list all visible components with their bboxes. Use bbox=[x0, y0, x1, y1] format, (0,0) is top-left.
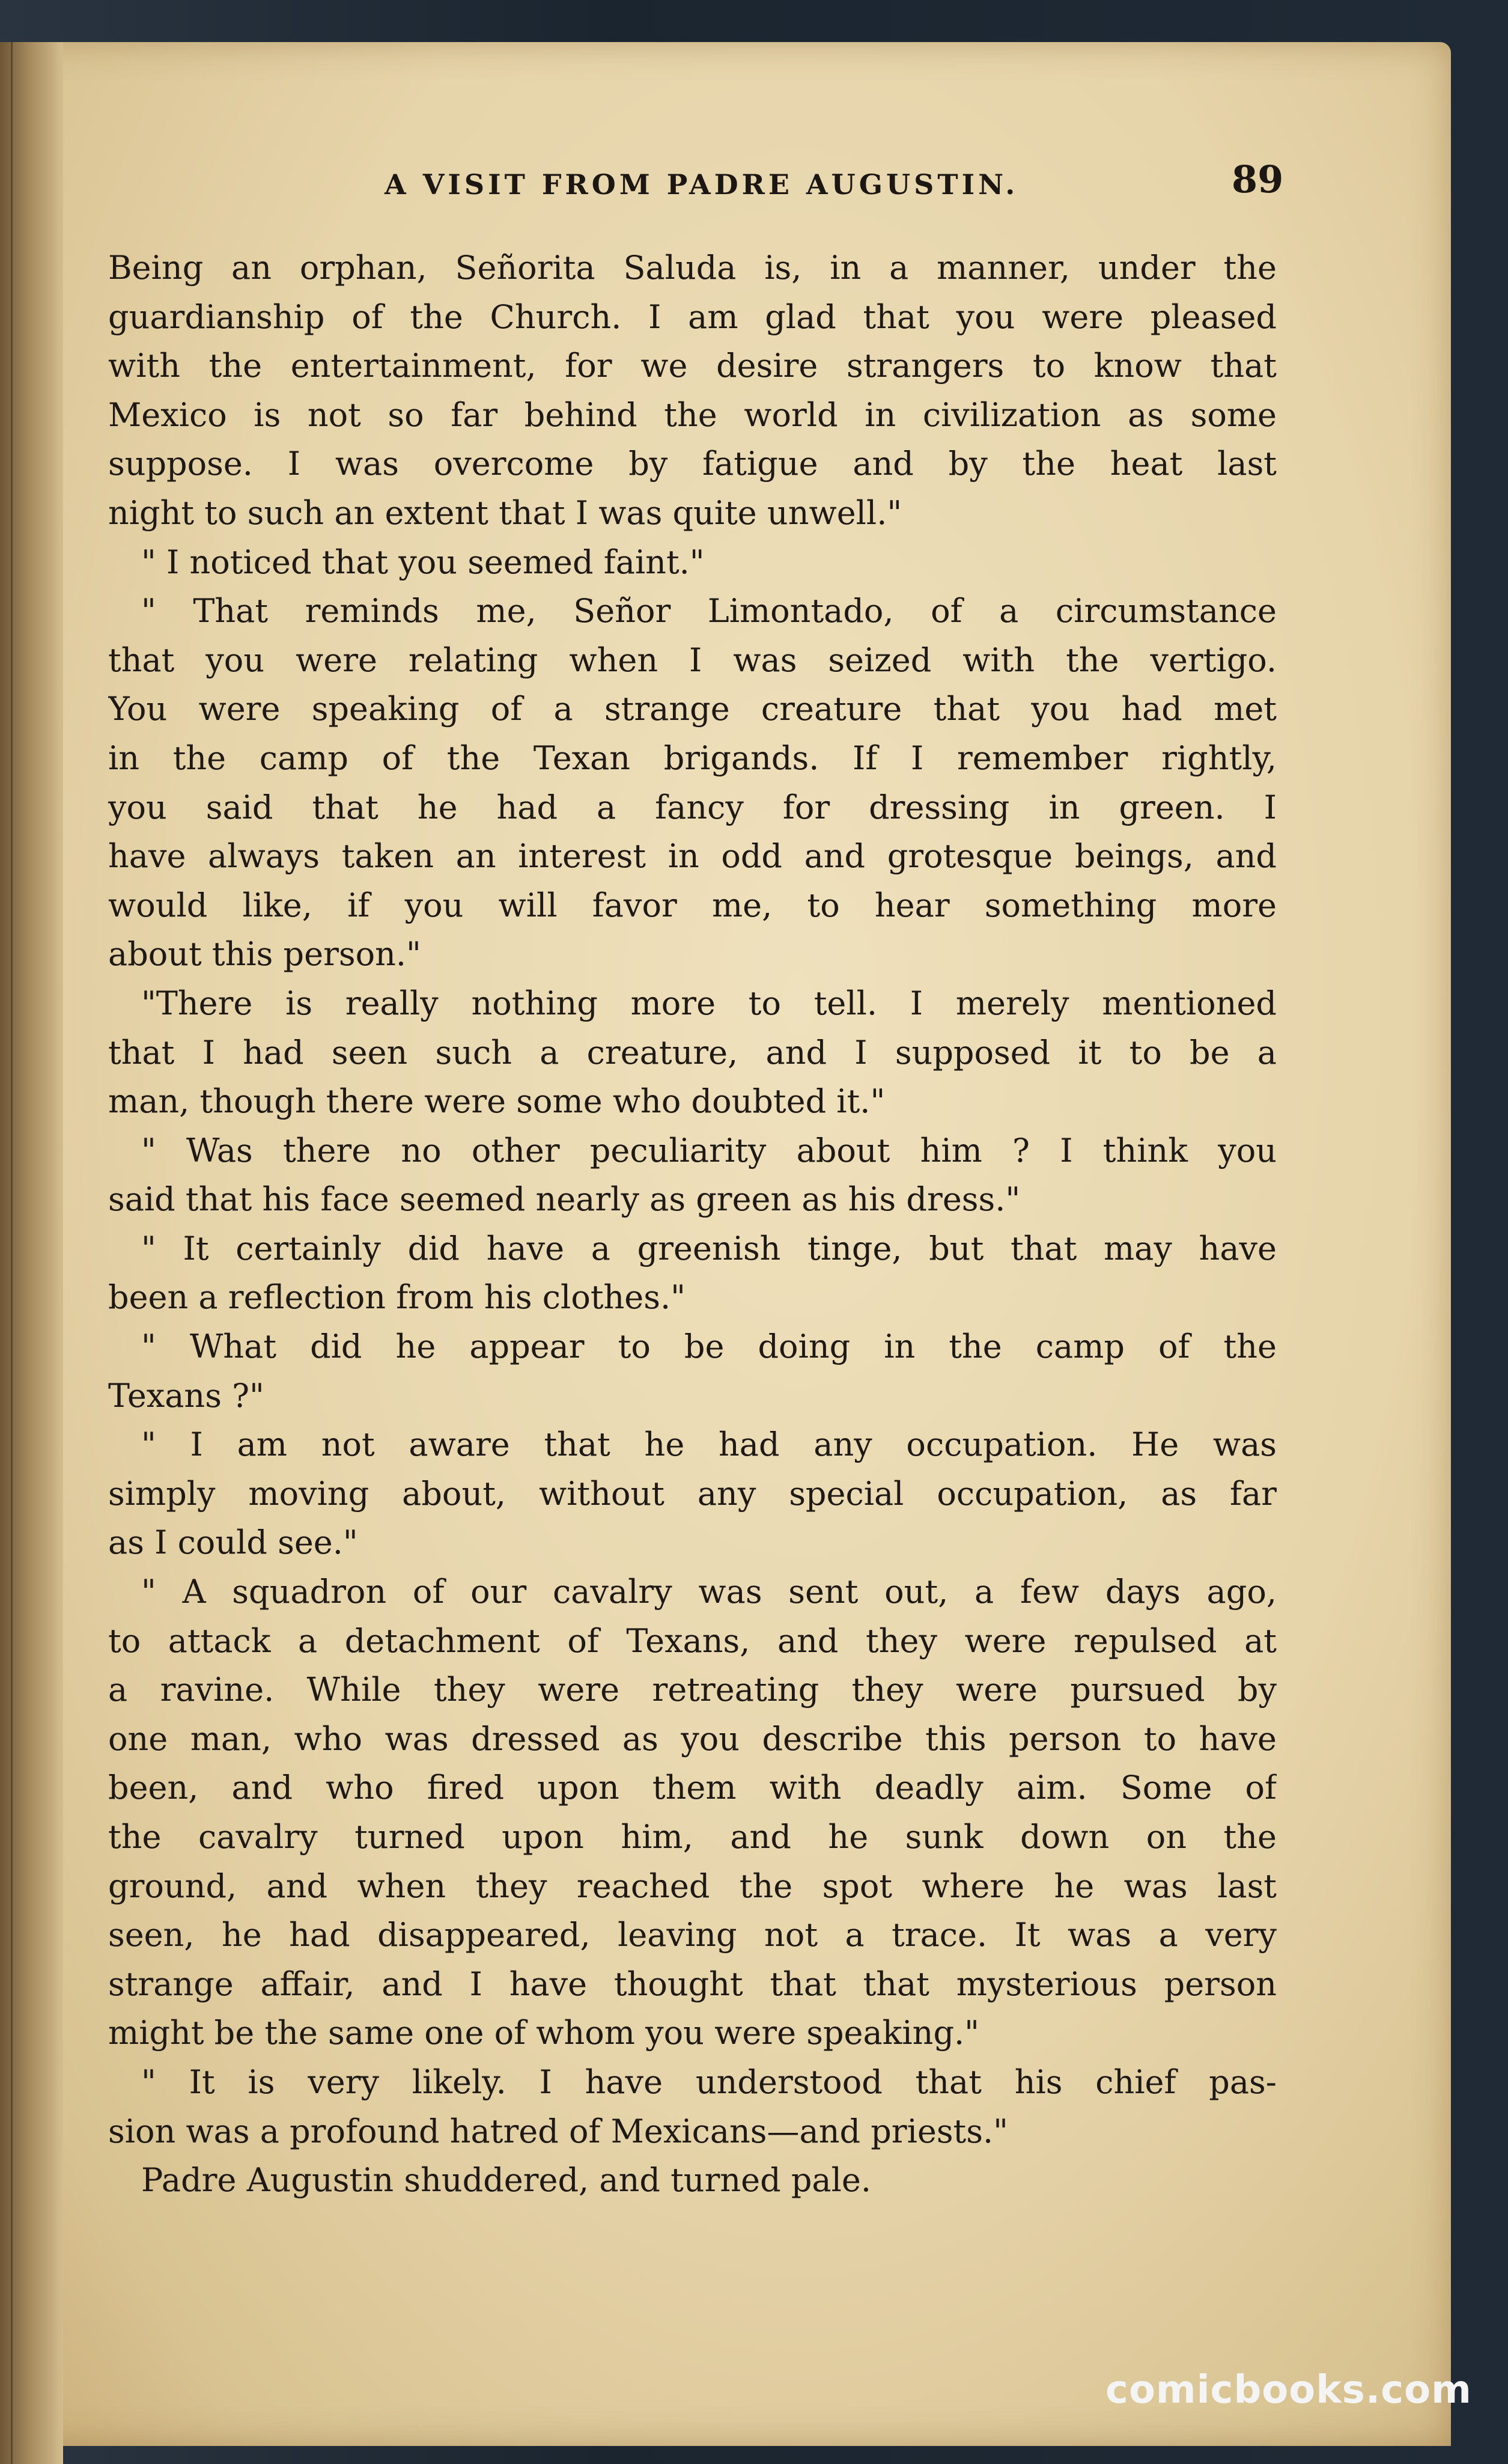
text-line: as I could see." bbox=[108, 1523, 358, 1562]
text-line: with the entertainment, for we desire strangers to know that bbox=[108, 347, 1277, 385]
text-line: that you were relating when I was seized with the vertigo. bbox=[108, 641, 1277, 679]
text-line: might be the same one of whom you were speaking." bbox=[108, 2014, 980, 2052]
running-title: A VISIT FROM PADRE AUGUSTIN. bbox=[385, 168, 1019, 201]
text-line: night to such an extent that I was quite unwell." bbox=[108, 493, 902, 532]
text-line: that I had seen such a creature, and I supposed it to be a bbox=[108, 1033, 1277, 1072]
watermark: comicbooks.com bbox=[1105, 2368, 1472, 2412]
text-line: to attack a detachment of Texans, and they were repulsed at bbox=[108, 1621, 1277, 1660]
text-line: " It certainly did have a greenish tinge, but that may have bbox=[141, 1229, 1277, 1267]
text-line: the cavalry turned upon him, and he sunk down on the bbox=[108, 1818, 1277, 1856]
text-line: strange affair, and I have thought that that mysterious person bbox=[108, 1965, 1277, 2003]
text-line: " That reminds me, Señor Limontado, of a circumstance bbox=[141, 592, 1277, 630]
text-line: "There is really nothing more to tell. I merely mentioned bbox=[141, 984, 1277, 1022]
text-line: Padre Augustin shuddered, and turned pale. bbox=[141, 2161, 871, 2200]
text-line: guardianship of the Church. I am glad that you were pleased bbox=[108, 297, 1277, 336]
text-line: Being an orphan, Señorita Saluda is, in a manner, under the bbox=[108, 249, 1277, 287]
text-line: would like, if you will favor me, to hear something more bbox=[108, 886, 1277, 924]
text-line: " It is very likely. I have understood that his chief pas- bbox=[141, 2063, 1277, 2101]
text-line: " A squadron of our cavalry was sent out, a few days ago, bbox=[141, 1573, 1277, 1611]
text-line: seen, he had disappeared, leaving not a trace. It was a very bbox=[108, 1916, 1277, 1954]
page-number: 89 bbox=[1232, 157, 1284, 201]
text-line: in the camp of the Texan brigands. If I remember rightly, bbox=[108, 739, 1277, 777]
text-line: a ravine. While they were retreating they were pursued by bbox=[108, 1671, 1277, 1709]
text-line: have always taken an interest in odd and grotesque beings, and bbox=[108, 837, 1277, 876]
text-line: one man, who was dressed as you describe this person to have bbox=[108, 1719, 1277, 1758]
binding-edge bbox=[11, 42, 13, 2464]
text-line: been, and who fired upon them with deadly aim. Some of bbox=[108, 1769, 1277, 1807]
text-line: simply moving about, without any special occupation, as far bbox=[108, 1474, 1277, 1513]
text-line: said that his face seemed nearly as green as his dress." bbox=[108, 1180, 1021, 1219]
text-line: Texans ?" bbox=[108, 1376, 264, 1415]
text-line: " Was there no other peculiarity about him ? I think you bbox=[141, 1131, 1277, 1169]
page-gutter bbox=[0, 42, 63, 2464]
text-line: you said that he had a fancy for dressing in green. I bbox=[108, 788, 1277, 826]
text-line: man, though there were some who doubted it." bbox=[108, 1082, 886, 1121]
text-line: about this person." bbox=[108, 935, 421, 974]
text-line: sion was a profound hatred of Mexicans—and priests." bbox=[108, 2112, 1008, 2150]
text-line: " I am not aware that he had any occupation. He was bbox=[141, 1426, 1277, 1464]
text-line: suppose. I was overcome by fatigue and by the heat last bbox=[108, 445, 1277, 483]
text-line: You were speaking of a strange creature that you had met bbox=[108, 690, 1277, 728]
text-line: " I noticed that you seemed faint." bbox=[141, 543, 705, 581]
text-line: Mexico is not so far behind the world in civilization as some bbox=[108, 395, 1277, 434]
text-line: " What did he appear to be doing in the camp of the bbox=[141, 1328, 1277, 1366]
text-line: been a reflection from his clothes." bbox=[108, 1278, 686, 1317]
body-text bbox=[108, 243, 1277, 2205]
text-line: ground, and when they reached the spot where he was last bbox=[108, 1867, 1277, 1905]
